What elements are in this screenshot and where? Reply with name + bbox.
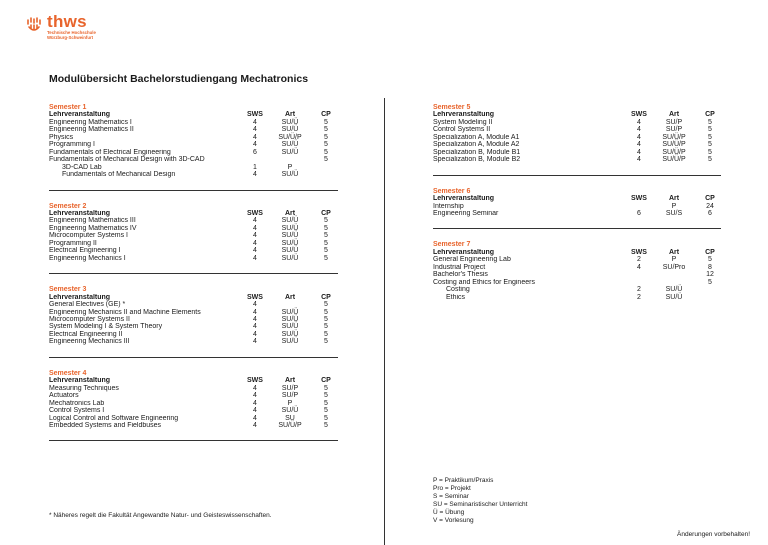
cell-sws: 4 (253, 308, 257, 316)
table-row (49, 141, 338, 148)
semester-separator (49, 357, 338, 358)
cell-sws: 4 (253, 118, 257, 126)
table-row (433, 119, 721, 126)
header-cp: CP (321, 111, 331, 119)
header-cp: CP (321, 293, 331, 301)
header-cp: CP (705, 111, 715, 119)
cell-name: Engineering Mathematics II (49, 126, 134, 134)
cell-cp (314, 171, 338, 178)
cell-art: SU/Ü (281, 148, 299, 156)
cell-name: Control Systems II (433, 126, 491, 134)
cell-art: SU/Ü (281, 239, 299, 247)
cell-art: SU/Ü (281, 141, 299, 149)
cell-art (266, 301, 314, 308)
cell-cp: 5 (324, 308, 328, 316)
cell-name: Actuators (49, 392, 79, 400)
cell-cp: 5 (324, 323, 328, 331)
cell-name: System Modeling I & System Theory (49, 323, 163, 331)
cell-sws: 4 (253, 421, 257, 429)
cell-art: SU/Ü (281, 338, 299, 346)
header-art: Art (668, 111, 680, 119)
cell-sws (244, 156, 266, 163)
cell-sws: 4 (253, 232, 257, 240)
header-sws: SWS (631, 195, 647, 203)
cell-art: SU/Ü/P (662, 141, 686, 149)
table-row (433, 294, 721, 301)
semester-title: Semester 3 (49, 286, 87, 294)
cell-sws: 6 (637, 209, 641, 217)
cell-art: SU/Ü (281, 247, 299, 255)
table-row (49, 385, 338, 392)
header-name: Lehrveranstaltung (433, 111, 495, 119)
cell-name: Mechatronics Lab (49, 399, 105, 407)
cell-sws: 4 (253, 338, 257, 346)
table-header (433, 111, 721, 118)
cell-cp: 5 (324, 126, 328, 134)
cell-sws: 4 (253, 239, 257, 247)
table-row (49, 309, 338, 316)
table-row (49, 156, 338, 163)
cell-name: Engineering Mathematics III (49, 217, 136, 225)
cell-art: SU/Ü (665, 286, 683, 294)
semester-separator (433, 228, 721, 229)
semester-block-1 (49, 104, 338, 179)
semester-separator (49, 190, 338, 191)
cell-sws: 4 (253, 133, 257, 141)
header-art: Art (284, 293, 296, 301)
cell-cp: 5 (324, 421, 328, 429)
semester-separator (49, 440, 338, 441)
legend-item: P = Praktikum/Praxis (433, 477, 494, 484)
cell-sws (628, 271, 650, 278)
cell-name: Measuring Techniques (49, 384, 119, 392)
cell-name: General Electives (GE) * (49, 301, 126, 309)
table-row (49, 338, 338, 345)
header-name: Lehrveranstaltung (49, 293, 111, 301)
header-sws: SWS (247, 293, 263, 301)
semester-block-7 (433, 241, 721, 301)
cell-name: Fundamentals of Mechanical Design (62, 171, 176, 179)
cell-cp: 5 (324, 217, 328, 225)
logo-name: thws (47, 12, 87, 31)
legend-item: SU = Seminaristischer Unterricht (433, 501, 528, 508)
cell-name: Ethics (446, 293, 466, 301)
cell-cp: 5 (708, 278, 712, 286)
cell-name: Microcomputer Systems II (49, 315, 130, 323)
cell-art: SU/Ü (281, 323, 299, 331)
cell-sws: 2 (637, 286, 641, 294)
table-row (49, 407, 338, 414)
cell-cp: 5 (324, 254, 328, 262)
cell-art: SU/Ü (281, 224, 299, 232)
cell-sws (628, 203, 650, 210)
table-row (433, 203, 721, 210)
cell-name: Engineering Mechanics II and Machine Elements (49, 308, 201, 316)
cell-art: SU/Ü/P (278, 421, 302, 429)
cell-sws: 4 (253, 323, 257, 331)
cell-sws: 4 (253, 247, 257, 255)
table-row (433, 256, 721, 263)
header-art: Art (668, 195, 680, 203)
cell-cp: 5 (708, 148, 712, 156)
header-name: Lehrveranstaltung (49, 111, 111, 119)
cell-name: Control Systems I (49, 407, 105, 415)
cell-art: P (287, 399, 293, 407)
cell-art: SU/S (665, 209, 683, 217)
semester-block-2 (49, 203, 338, 263)
table-row (49, 400, 338, 407)
cell-name: Fundamentals of Mechanical Design with 3D-CAD (49, 156, 205, 164)
disclaimer: Änderungen vorbehalten! (677, 531, 751, 538)
cell-name: Fundamentals of Electrical Engineering (49, 148, 171, 156)
cell-art: SU/Ü (281, 308, 299, 316)
cell-name: 3D-CAD Lab (62, 163, 102, 171)
cell-name: Specialization A, Module A2 (433, 141, 520, 149)
cell-art: SU/P (281, 384, 299, 392)
cell-sws: 4 (253, 414, 257, 422)
cell-name: General Engineering Lab (433, 256, 511, 264)
header-art: Art (668, 248, 680, 256)
cell-cp (698, 294, 722, 301)
cell-name: Physics (49, 133, 74, 141)
cell-cp: 5 (708, 126, 712, 134)
cell-sws: 4 (637, 156, 641, 164)
table-row (49, 323, 338, 330)
cell-cp: 5 (324, 407, 328, 415)
semester-separator (49, 273, 338, 274)
cell-sws: 4 (253, 254, 257, 262)
header-cp: CP (321, 377, 331, 385)
semester-block-4 (49, 370, 338, 430)
cell-sws: 4 (637, 118, 641, 126)
cell-sws: 4 (637, 263, 641, 271)
cell-sws: 4 (253, 392, 257, 400)
header-sws: SWS (631, 111, 647, 119)
cell-art: SU/Ü (281, 315, 299, 323)
cell-cp (698, 286, 722, 293)
cell-art: SU/Ü (665, 293, 683, 301)
cell-art: SU/P (665, 118, 683, 126)
table-row (433, 271, 721, 278)
cell-cp: 5 (324, 247, 328, 255)
cell-cp: 5 (324, 301, 328, 309)
table-row (49, 255, 338, 262)
legend-item: S = Seminar (433, 493, 469, 500)
table-row (49, 149, 338, 156)
table-row (49, 415, 338, 422)
header-sws: SWS (631, 248, 647, 256)
semester-separator (433, 175, 721, 176)
semester-title: Semester 2 (49, 202, 87, 210)
cell-name: Specialization B, Module B2 (433, 156, 521, 164)
semester-title: Semester 4 (49, 369, 87, 377)
cell-sws: 4 (253, 141, 257, 149)
cell-cp: 5 (324, 338, 328, 346)
cell-sws: 2 (637, 293, 641, 301)
cell-sws: 4 (253, 301, 257, 309)
cell-art: SU/Ü (281, 254, 299, 262)
cell-sws: 4 (253, 330, 257, 338)
semester-block-5 (433, 104, 721, 164)
cell-cp: 5 (324, 133, 328, 141)
table-row (49, 247, 338, 254)
table-row (49, 126, 338, 133)
cell-name: Engineering Mathematics I (49, 118, 132, 126)
cell-sws: 4 (253, 224, 257, 232)
cell-sws (628, 279, 650, 286)
cell-cp: 5 (324, 224, 328, 232)
cell-cp: 24 (706, 202, 714, 210)
cell-cp: 5 (324, 118, 328, 126)
cell-name: Bachelor's Thesis (433, 271, 488, 279)
cell-name: Specialization A, Module A1 (433, 133, 520, 141)
table-header (49, 111, 338, 118)
table-row (433, 210, 721, 217)
cell-cp: 5 (324, 384, 328, 392)
cell-sws: 4 (253, 315, 257, 323)
legend-item: Ü = Übung (433, 509, 465, 516)
cell-cp: 5 (708, 141, 712, 149)
thws-logo (25, 14, 96, 40)
table-header (49, 294, 338, 301)
cell-sws: 6 (253, 148, 257, 156)
cell-name: Engineering Seminar (433, 209, 499, 217)
cell-cp: 5 (324, 141, 328, 149)
cell-art: SU/Ü (281, 232, 299, 240)
cell-cp: 5 (324, 239, 328, 247)
cell-sws: 4 (253, 399, 257, 407)
table-header (433, 249, 721, 256)
cell-art: P (671, 202, 677, 210)
cell-art: SU/Ü (281, 330, 299, 338)
header-cp: CP (705, 195, 715, 203)
header-name: Lehrveranstaltung (433, 248, 495, 256)
table-row (49, 164, 338, 171)
semester-title: Semester 5 (433, 104, 471, 111)
table-row (433, 156, 721, 163)
header-sws: SWS (247, 209, 263, 217)
table-row (433, 141, 721, 148)
cell-art: SU/Ü/P (662, 156, 686, 164)
page-title: Modulübersicht Bachelorstudiengang Mechatronics (49, 73, 309, 85)
cell-sws: 4 (637, 148, 641, 156)
cell-cp (314, 164, 338, 171)
cell-name: Costing and Ethics for Engineers (433, 278, 535, 286)
cell-sws: 4 (637, 126, 641, 134)
header-art: Art (284, 377, 296, 385)
cell-art: SU/Pro (662, 263, 686, 271)
cell-cp: 5 (324, 148, 328, 156)
header-sws: SWS (247, 111, 263, 119)
cell-cp: 5 (708, 133, 712, 141)
cell-art: SU/Ü (281, 407, 299, 415)
table-row (49, 301, 338, 308)
cell-name: Engineering Mechanics III (49, 338, 130, 346)
semester-title: Semester 7 (433, 241, 471, 249)
header-sws: SWS (247, 377, 263, 385)
header-name: Lehrveranstaltung (49, 377, 111, 385)
cell-art (266, 156, 314, 163)
cell-name: Specialization B, Module B1 (433, 148, 521, 156)
header-name: Lehrveranstaltung (49, 209, 111, 217)
cell-sws: 2 (637, 256, 641, 264)
cell-name: Engineering Mathematics IV (49, 224, 137, 232)
column-divider (384, 98, 385, 545)
cell-art: P (287, 163, 293, 171)
cell-cp: 5 (708, 156, 712, 164)
cell-art: P (671, 256, 677, 264)
cell-sws: 4 (253, 407, 257, 415)
table-header (49, 377, 338, 384)
header-art: Art (284, 209, 296, 217)
cell-cp: 12 (706, 271, 714, 279)
cell-cp: 8 (708, 263, 712, 271)
table-row (49, 171, 338, 178)
cell-sws: 4 (253, 126, 257, 134)
cell-name: Industrial Project (433, 263, 486, 271)
thws-logo-icon (25, 16, 43, 34)
cell-name: Logical Control and Software Engineering (49, 414, 179, 422)
cell-cp: 5 (324, 414, 328, 422)
cell-name: System Modeling II (433, 118, 493, 126)
right-column (433, 104, 721, 301)
cell-sws: 4 (253, 384, 257, 392)
table-row (49, 392, 338, 399)
cell-cp: 5 (324, 392, 328, 400)
semester-title: Semester 6 (433, 187, 471, 195)
cell-sws: 4 (253, 217, 257, 225)
cell-cp: 5 (708, 118, 712, 126)
cell-cp: 5 (324, 232, 328, 240)
header-cp: CP (705, 248, 715, 256)
cell-art: SU/P (281, 392, 299, 400)
cell-art: SU/P (665, 126, 683, 134)
footnote: * Näheres regelt die Fakultät Angewandte Natur- und Geisteswissenschaften. (49, 512, 272, 519)
legend-item: Pro = Projekt (433, 485, 471, 492)
cell-art: SU/Ü/P (278, 133, 302, 141)
cell-art: SU/Ü/P (662, 148, 686, 156)
semester-block-6 (433, 188, 721, 218)
left-column (49, 104, 338, 453)
cell-art: SU/Ü (281, 126, 299, 134)
cell-sws: 4 (637, 141, 641, 149)
cell-name: Engineering Mechanics I (49, 254, 126, 262)
cell-art: SU/Ü (281, 171, 299, 179)
table-row (49, 232, 338, 239)
cell-sws: 4 (253, 171, 257, 179)
cell-cp: 5 (324, 156, 328, 164)
cell-name: Microcomputer Systems I (49, 232, 128, 240)
cell-name: Electrical Engineering I (49, 247, 121, 255)
legend-item: V = Vorlesung (433, 517, 474, 524)
header-name: Lehrveranstaltung (433, 195, 495, 203)
cell-sws: 4 (637, 133, 641, 141)
table-row (49, 422, 338, 429)
table-row (433, 286, 721, 293)
cell-name: Programming II (49, 239, 97, 247)
cell-art: SU (285, 414, 295, 422)
cell-art (650, 271, 698, 278)
table-header (433, 195, 721, 202)
cell-sws: 1 (253, 163, 257, 171)
cell-art: SU/Ü (281, 118, 299, 126)
semester-title: Semester 1 (49, 104, 87, 111)
cell-art: SU/Ü/P (662, 133, 686, 141)
logo-subtitle-1: Technische Hochschule (47, 30, 96, 35)
table-row (433, 126, 721, 133)
header-art: Art (284, 111, 296, 119)
cell-name: Embedded Systems and Fieldbuses (49, 421, 162, 429)
table-row (433, 264, 721, 271)
cell-name: Costing (446, 286, 470, 294)
semester-block-3 (49, 286, 338, 346)
cell-art: SU/Ü (281, 217, 299, 225)
legend (433, 477, 527, 525)
cell-cp: 5 (708, 256, 712, 264)
cell-name: Internship (433, 202, 464, 210)
cell-cp: 6 (708, 209, 712, 217)
header-cp: CP (321, 209, 331, 217)
cell-cp: 5 (324, 315, 328, 323)
cell-cp: 5 (324, 330, 328, 338)
logo-subtitle-2: Würzburg-Schweinfurt (47, 35, 94, 40)
cell-cp: 5 (324, 399, 328, 407)
cell-name: Electrical Engineering II (49, 330, 123, 338)
cell-name: Programming I (49, 141, 95, 149)
table-row (49, 217, 338, 224)
